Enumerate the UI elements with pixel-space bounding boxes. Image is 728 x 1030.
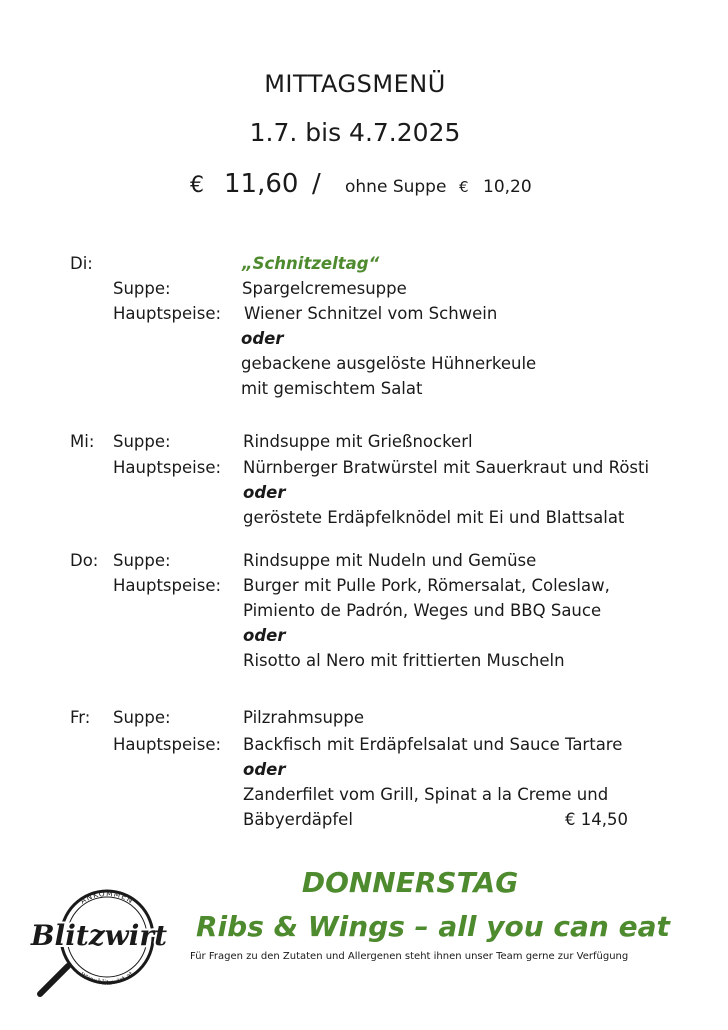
alt-dish: gebackene ausgelöste Hühnerkeule bbox=[241, 354, 537, 373]
price-currency: € bbox=[190, 173, 204, 198]
alt-dish-line2: mit gemischtem Salat bbox=[241, 379, 423, 398]
day-label: Do: bbox=[70, 551, 99, 570]
day-label: Fr: bbox=[70, 708, 91, 727]
soup-label: Suppe: bbox=[113, 279, 171, 298]
menu-price: 11,60 bbox=[224, 169, 299, 199]
alt-dish: Risotto al Nero mit frittierten Muscheln bbox=[243, 651, 565, 670]
date-range: 1.7. bis 4.7.2025 bbox=[249, 118, 461, 147]
main-label: Hauptspeise: bbox=[113, 735, 222, 754]
soup-dish: Rindsuppe mit Nudeln und Gemüse bbox=[243, 551, 537, 570]
or-label: oder bbox=[241, 329, 284, 348]
soup-label: Suppe: bbox=[113, 551, 171, 570]
alt-dish: geröstete Erdäpfelknödel mit Ei und Blattsalat bbox=[243, 508, 625, 527]
soup-dish: Spargelcremesuppe bbox=[242, 279, 407, 298]
alt-dish-price: € 14,50 bbox=[565, 810, 628, 829]
no-soup-label: ohne Suppe bbox=[345, 177, 447, 197]
no-soup-price: 10,20 bbox=[483, 177, 532, 197]
soup-label: Suppe: bbox=[113, 708, 171, 727]
day-label: Mi: bbox=[70, 432, 95, 451]
main-label: Hauptspeise: bbox=[113, 458, 222, 477]
menu-title: MITTAGSMENÜ bbox=[264, 70, 446, 98]
or-label: oder bbox=[243, 626, 286, 645]
logo-top-text: ANKOMMEN bbox=[78, 888, 136, 906]
no-soup-currency: € bbox=[459, 178, 469, 196]
allergen-note: Für Fragen zu den Zutaten und Allergenen steht ihnen unser Team gerne zur Verfügung bbox=[190, 951, 629, 962]
main-label: Hauptspeise: bbox=[113, 304, 222, 323]
special-title: „Schnitzeltag“ bbox=[242, 254, 380, 273]
promo-offer: Ribs & Wings – all you can eat bbox=[196, 910, 670, 943]
soup-dish: Rindsuppe mit Grießnockerl bbox=[243, 432, 473, 451]
main-dish-line2: Pimiento de Padrón, Weges und BBQ Sauce bbox=[243, 601, 602, 620]
alt-dish: Zanderfilet vom Grill, Spinat a la Creme und bbox=[243, 785, 609, 804]
main-dish: Burger mit Pulle Pork, Römersalat, Coleslaw, bbox=[243, 576, 610, 595]
promo-day: DONNERSTAG bbox=[301, 866, 519, 899]
or-label: oder bbox=[243, 760, 286, 779]
alt-dish-line2: Bäbyerdäpfel bbox=[243, 810, 353, 829]
day-label: Di: bbox=[70, 254, 93, 273]
blitzwirt-logo bbox=[26, 882, 168, 1000]
logo-url: www.blitzwirt.at bbox=[78, 969, 136, 987]
or-label: oder bbox=[243, 483, 286, 502]
soup-label: Suppe: bbox=[113, 432, 171, 451]
svg-text:ANKOMMEN bbox=[79, 889, 136, 906]
main-label: Hauptspeise: bbox=[113, 576, 222, 595]
main-dish: Backfisch mit Erdäpfelsalat und Sauce Tartare bbox=[243, 735, 623, 754]
main-dish: Nürnberger Bratwürstel mit Sauerkraut und Rösti bbox=[243, 458, 650, 477]
main-dish: Wiener Schnitzel vom Schwein bbox=[244, 304, 498, 323]
price-separator: / bbox=[312, 169, 321, 199]
logo-name: Blitzwirt bbox=[30, 919, 168, 952]
soup-dish: Pilzrahmsuppe bbox=[243, 708, 364, 727]
logo-graphic bbox=[26, 882, 168, 1000]
